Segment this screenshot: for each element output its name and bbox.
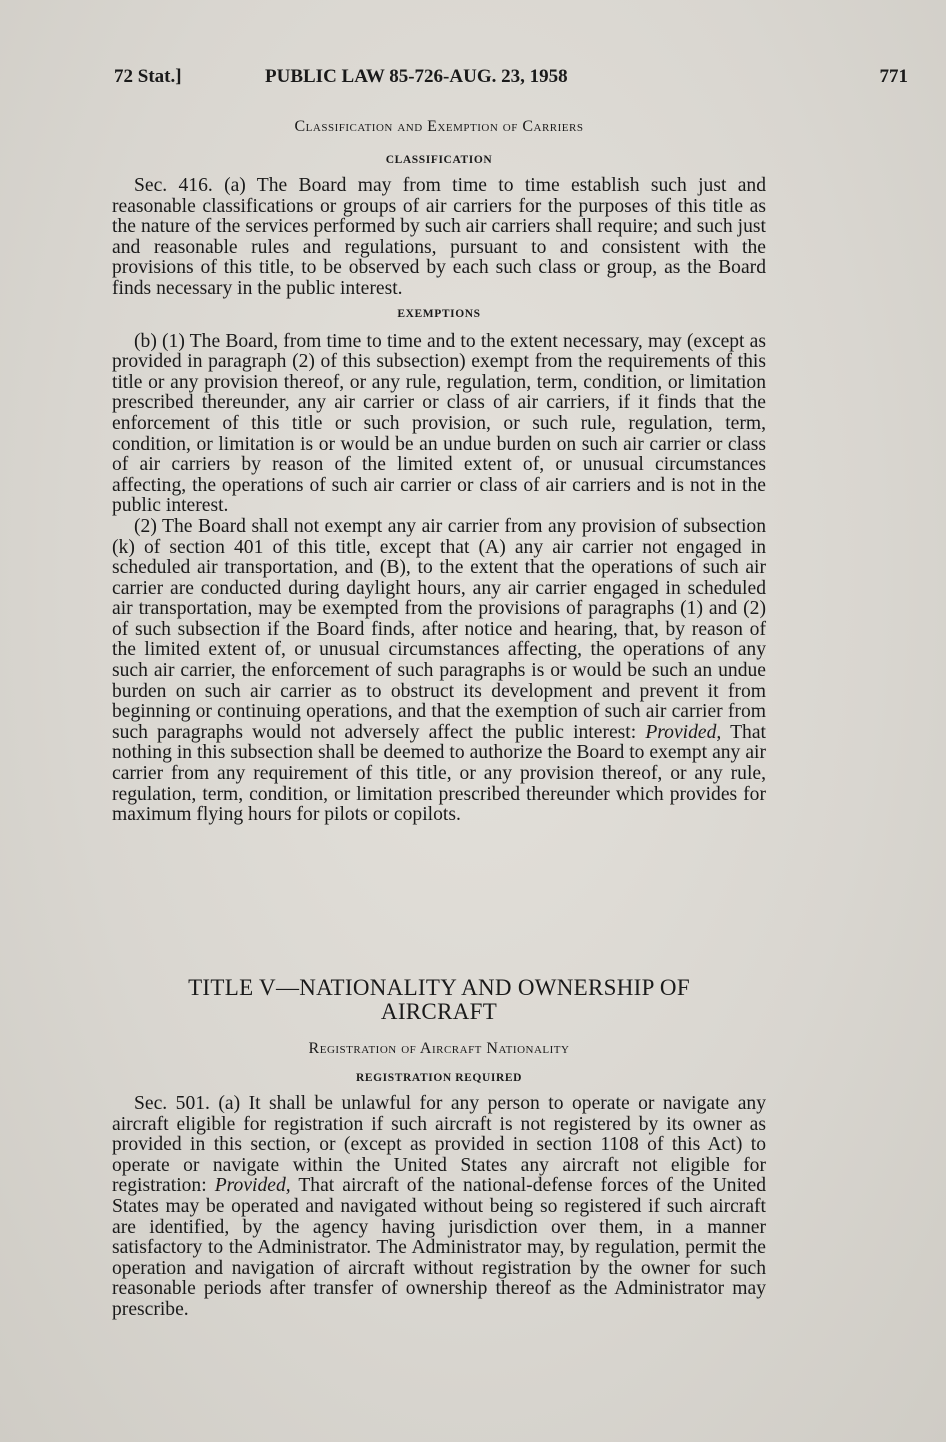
section-heading: Classification and Exemption of Carriers	[294, 118, 584, 135]
title-v-heading-line1: TITLE V—NATIONALITY AND OWNERSHIP OF	[188, 975, 690, 1000]
subheading-classification: CLASSIFICATION	[385, 154, 493, 166]
page-number: 771	[879, 66, 908, 87]
registration-heading: Registration of Aircraft Nationality	[308, 1040, 570, 1057]
subheading-exemptions: EXEMPTIONS	[397, 307, 481, 320]
proviso-italic: Provided,	[214, 1175, 291, 1197]
paragraph-416-b2	[112, 517, 766, 826]
proviso-italic: Provided,	[645, 721, 722, 743]
running-head	[114, 66, 908, 96]
public-law-title: PUBLIC LAW 85-726-AUG. 23, 1958	[265, 66, 568, 87]
paragraph-501-a	[112, 1094, 766, 1321]
paragraph-416-b2-proviso-text: That nothing in this subsection shall be deemed to authorize the Board to exempt any air carrier from any requirement of this title, or any provision thereof, or any rule, regulation, term, condition, or limitation prescribed thereunder which provides for maximum flying hours for pilots or copilots.	[112, 721, 766, 826]
subheading-registration-required: REGISTRATION REQUIRED	[355, 1072, 523, 1084]
paragraph-416-b2-text: (2) The Board shall not exempt any air carrier from any provision of subsection (k) of section 401 of this title, except that (A) any air carrier not engaged in scheduled air transportation, and (B), to the extent that the operations of such air carrier are conducted during daylight hours, any air carrier engaged in scheduled air transportation, may be exempted from the provisions of paragraphs (1) and (2) of such subsection if the Board finds, after notice and hearing, that, by reason of the limited extent of, or unusual circumstances affecting, the operations of any such air carrier, the enforcement of such paragraphs is or would be such an undue burden on such air carrier as to obstruct its development and prevent it from beginning or continuing operations, and that the exemption of such air carrier from such paragraphs would not adversely affect the public interest:	[112, 515, 766, 743]
title-v-heading-line2: AIRCRAFT	[380, 999, 498, 1024]
paragraph-501-a-text: Sec. 501. (a) It shall be unlawful for any person to operate or navigate any aircraft eligible for registration if such aircraft is not registered by its owner as provided in this section, or (except as provided in section 1108 of this Act) to operate or navigate within the United States any aircraft not eligible for registration:	[112, 1093, 766, 1197]
statute-reference: 72 Stat.]	[114, 66, 182, 87]
paragraph-501-a-proviso-text: That aircraft of the national-defense forces of the United States may be operated and navigated without being so registered if such aircraft are identified, by the agency having jurisdiction over them, in a manner satisfactory to the Administrator. The Administrator may, by regulation, permit the operation and navigation of aircraft without registration by the owner for such reasonable periods after transfer of ownership thereof as the Administrator may prescribe.	[112, 1175, 766, 1320]
paragraph-416-b1: (b) (1) The Board, from time to time and to the extent necessary, may (except as provided in paragraph (2) of this subsection) exempt from the requirements of this title or any provision thereof, or any rule, regulation, term, condition, or limitation prescribed thereunder, any air carrier or class of air carriers, if it finds that the enforcement of this title or such provision, or such rule, regulation, term, condition, or limitation is or would be an undue burden on such air carrier or class of air carriers by reason of the limited extent of, or unusual circumstances affecting, the operations of such air carrier or class of air carriers and is not in the public interest.	[112, 330, 766, 517]
paragraph-416-a: Sec. 416. (a) The Board may from time to time establish such just and reasonable classifications or groups of air carriers for the purposes of this title as the nature of the services performed by such air carriers shall require; and such just and reasonable rules and regulations, pursuant to and consistent with the provisions of this title, to be observed by each such class or group, as the Board finds necessary in the public interest.	[112, 175, 766, 299]
title-v-block	[112, 976, 766, 1321]
section-416-block	[112, 118, 766, 826]
